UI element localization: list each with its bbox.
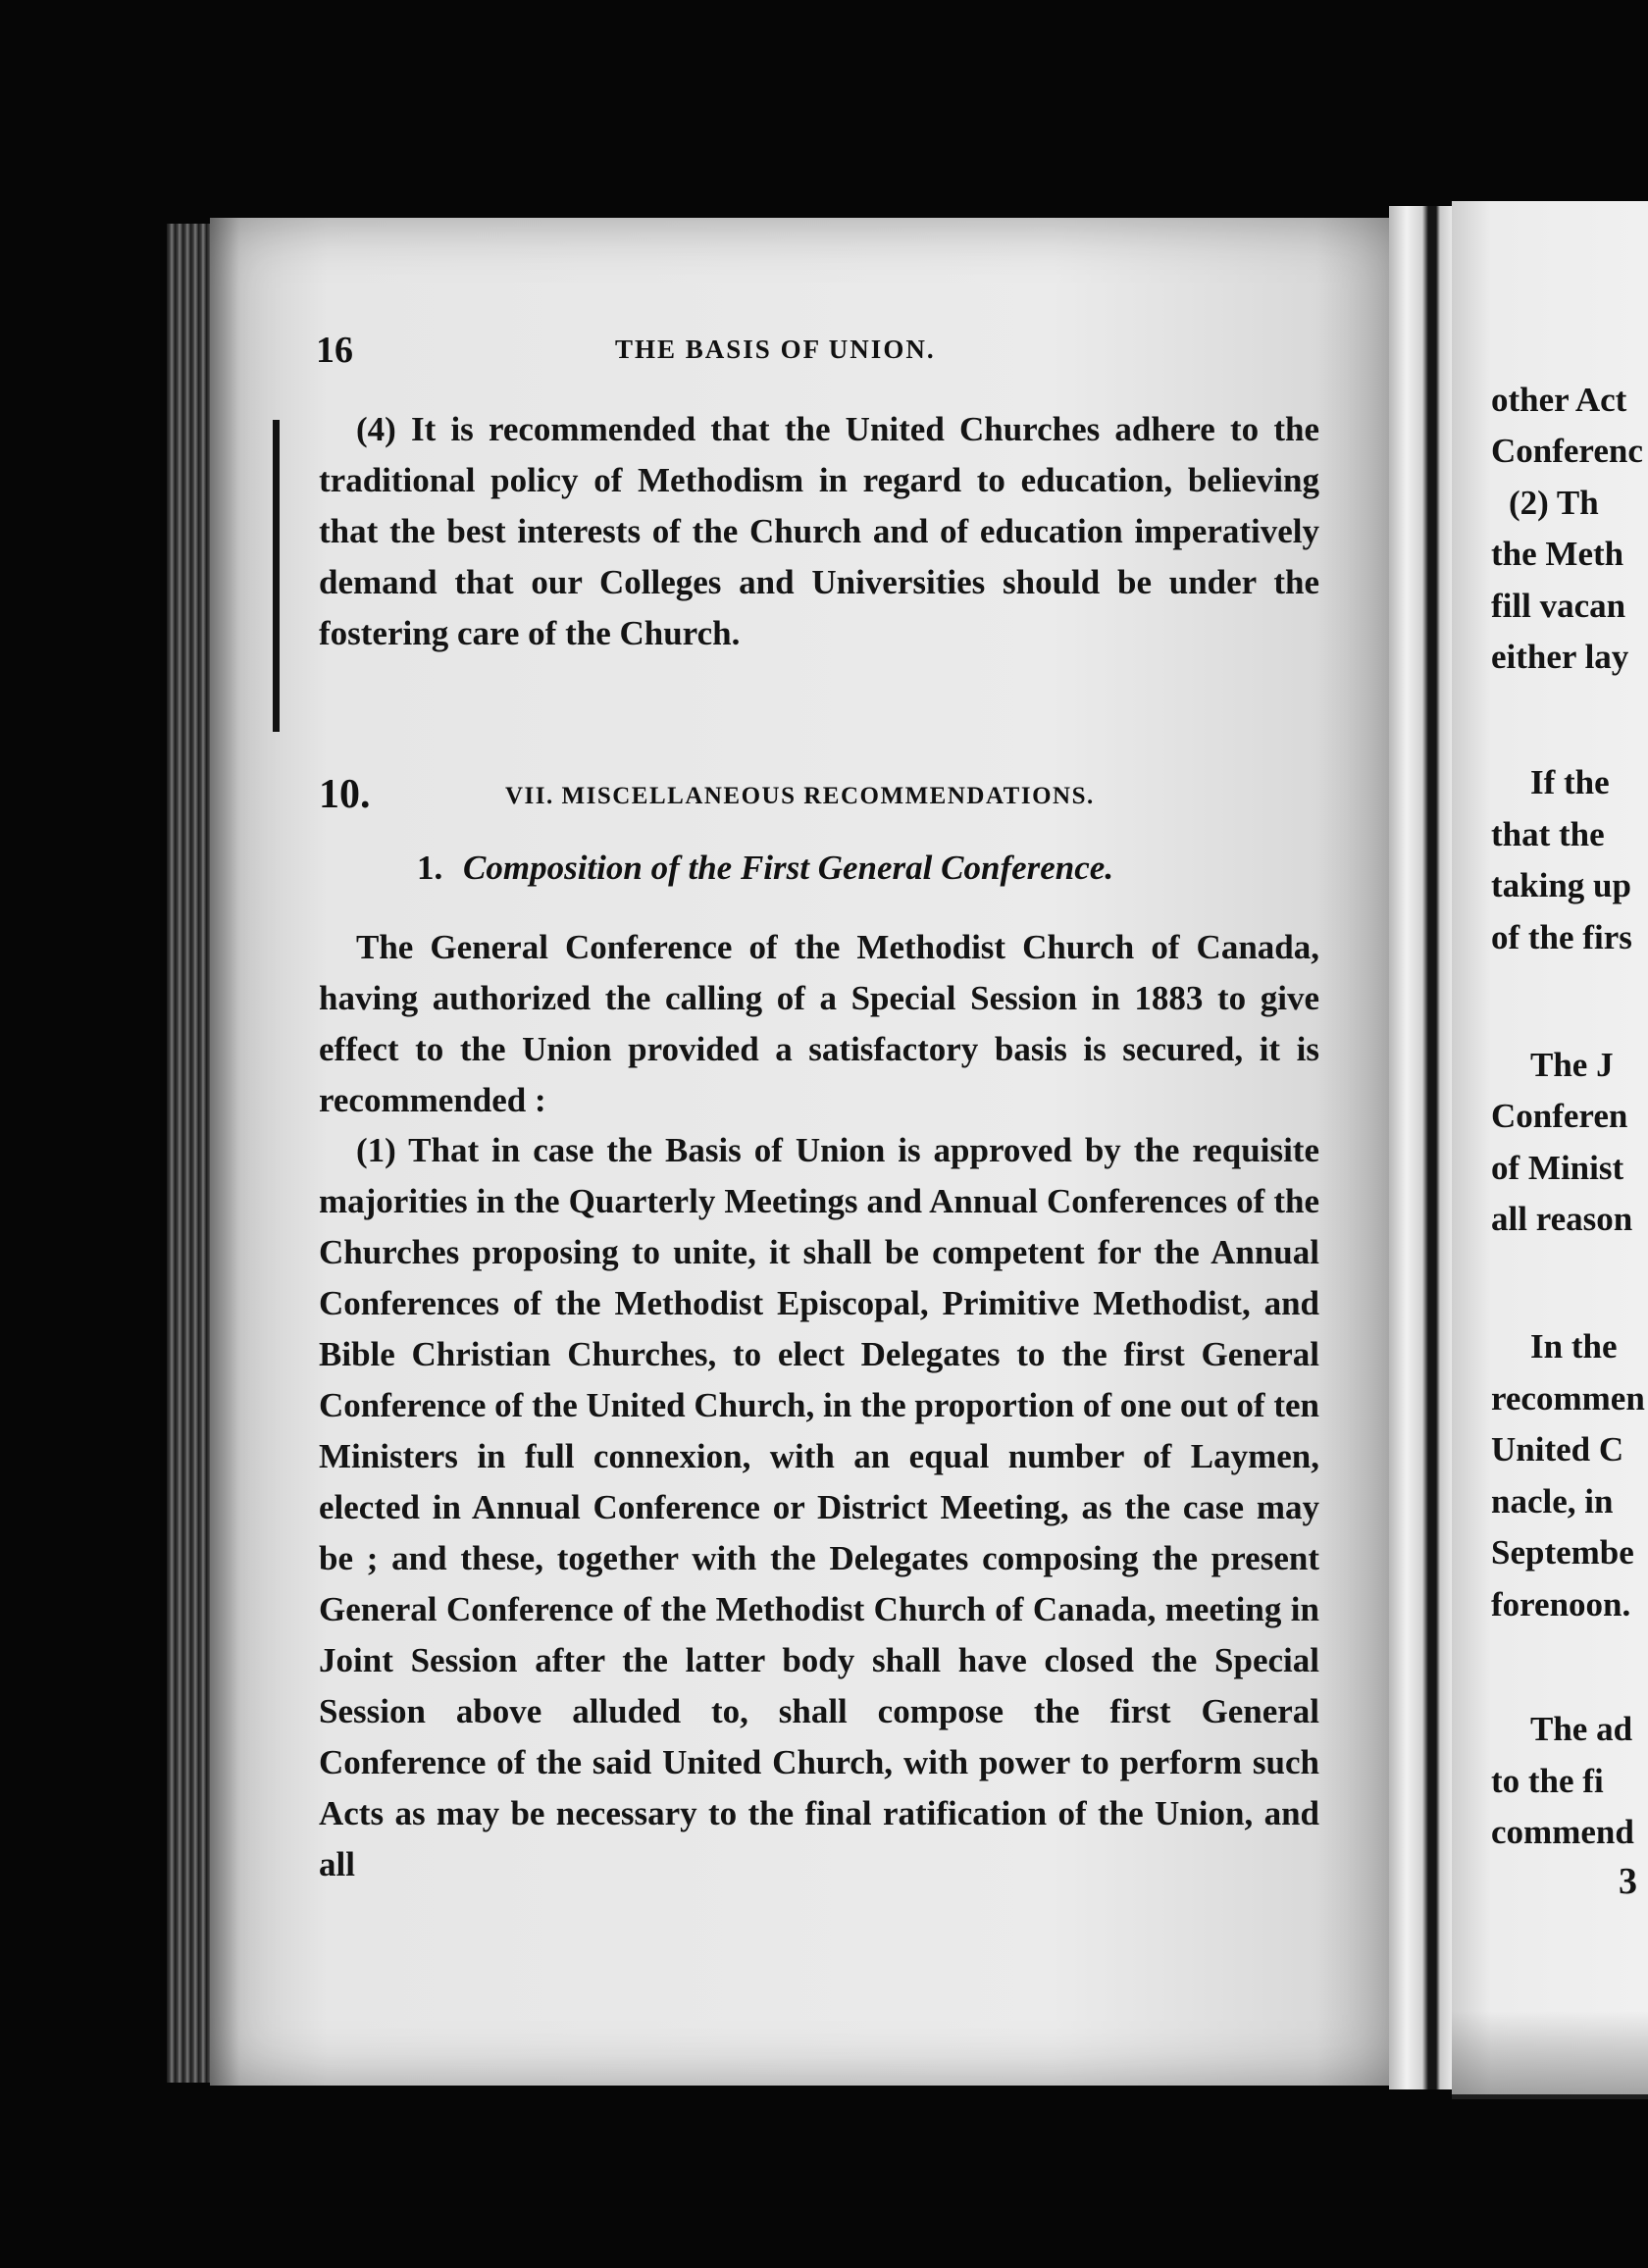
right-page-line: recommen: [1491, 1379, 1645, 1418]
paragraph-education: [319, 404, 1319, 659]
right-page-line: Conferenc: [1491, 432, 1643, 470]
section-title: VII. MISCELLANEOUS RECOMMENDATIONS.: [505, 783, 1095, 809]
right-page-line: either lay: [1491, 638, 1629, 676]
paragraph-general-conference-text: The General Conference of the Methodist Church of Canada, having authorized the calling of a Special Session in 1883 to give effect to the Union provided a satisfactory basis is secured, it is recommended :: [319, 928, 1319, 1119]
subsection-title: Composition of the First General Conference.: [463, 849, 1114, 887]
section-heading: [319, 772, 1339, 822]
right-page-line: (2) Th: [1509, 484, 1599, 522]
page-number: 16: [316, 330, 353, 371]
right-page-line: Conferen: [1491, 1097, 1628, 1135]
right-page-line: other Act: [1491, 381, 1627, 419]
paragraph-delegates: [319, 1125, 1319, 1890]
right-page-line: In the: [1530, 1327, 1618, 1366]
right-page-signature-mark: 3: [1619, 1861, 1637, 1902]
book-gutter: [1389, 206, 1452, 2089]
right-page-line: If the: [1530, 763, 1610, 801]
right-page-line: the Meth: [1491, 535, 1624, 573]
right-page-shadow: [1452, 2011, 1648, 2099]
running-head: [316, 329, 1336, 371]
paragraph-general-conference: [319, 922, 1319, 1126]
section-number: 10.: [319, 772, 371, 817]
right-page-line: fill vacan: [1491, 587, 1626, 625]
right-page-line: of Minist: [1491, 1149, 1624, 1187]
right-page-line: commend: [1491, 1813, 1634, 1851]
right-page-line: The ad: [1530, 1710, 1633, 1748]
subsection-number: 1.: [417, 849, 443, 887]
right-page-line: taking up: [1491, 866, 1631, 904]
right-page-line: nacle, in: [1491, 1482, 1614, 1521]
paragraph-education-text: (4) It is recommended that the United Churches adhere to the traditional policy of Methodism in regard to education, believing that the best interests of the Church and of education imperatively demand that our Colleges and Universities should be under the fostering care of the Church.: [319, 410, 1319, 652]
right-page-line: Septembe: [1491, 1533, 1634, 1572]
right-page-line: of the firs: [1491, 918, 1632, 956]
running-title: THE BASIS OF UNION.: [615, 335, 936, 364]
right-page-line: The J: [1530, 1046, 1614, 1084]
right-page-line: all reason: [1491, 1200, 1633, 1238]
right-page-line: that the: [1491, 815, 1605, 853]
right-page-line: to the fi: [1491, 1762, 1604, 1800]
subsection-heading: [417, 849, 1113, 888]
paragraph-delegates-text: (1) That in case the Basis of Union is approved by the requisite majorities in the Quarterly Meetings and Annual Conferences of the Churches proposing to unite, it shall be competent for the Annual Conferences of the Methodist Episcopal, Primitive Methodist, and Bible Christian Churches, to elect Delegates to the first General Conference of the United Church, in the proportion of one out of ten Ministers in full connexion, with an equal number of Laymen, elected in Annual Conference or District Meeting, as the case may be ; and these, together with the Delegates composing the present General Conference of the Methodist Church of Canada, meeting in Joint Session after the latter body shall have closed the Special Session above alluded to, shall compose the first General Conference of the said United Church, with power to perform such Acts as may be necessary to the final ratification of the Union, and all: [319, 1131, 1319, 1883]
right-page-line: forenoon.: [1491, 1585, 1631, 1624]
right-page-line: United C: [1491, 1430, 1624, 1469]
margin-bracket: [273, 420, 280, 732]
